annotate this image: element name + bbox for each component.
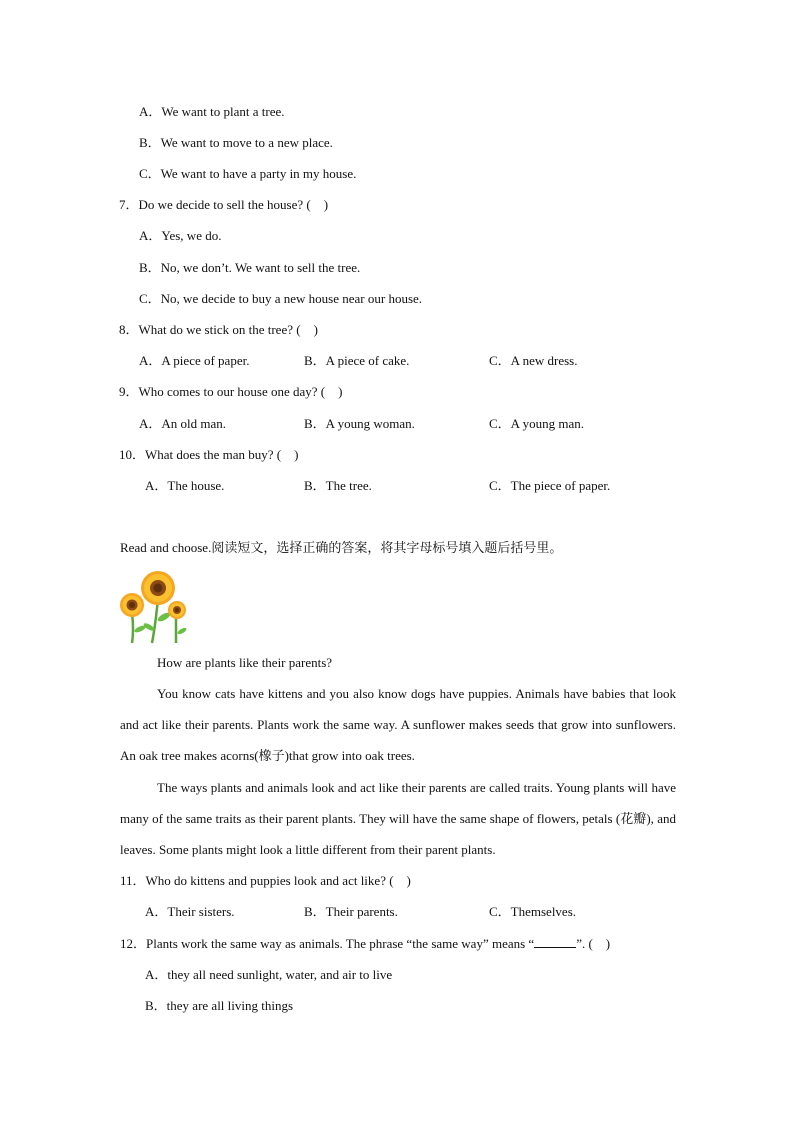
q6-option-a: A．We want to plant a tree. (139, 104, 285, 119)
q12-option-a: A．they all need sunlight, water, and air to live (145, 967, 393, 982)
q10-option-c: C．The piece of paper. (489, 478, 611, 493)
q6-option-b: B．We want to move to a new place. (139, 135, 333, 150)
q9-stem: 9．Who comes to our house one day? ( ) (119, 384, 343, 399)
q8-option-a: A．A piece of paper. (139, 353, 250, 368)
q8-option-c: C．A new dress. (489, 353, 578, 368)
q11-stem: 11．Who do kittens and puppies look and act like? ( ) (120, 873, 411, 888)
q6-option-c: C．We want to have a party in my house. (139, 166, 357, 181)
passage-paragraph-2 (120, 772, 676, 866)
q10-option-a: A．The house. (145, 478, 225, 493)
passage-title: How are plants like their parents? (157, 655, 333, 670)
sunflower-illustration (116, 567, 192, 645)
q9-option-a: A．An old man. (139, 416, 227, 431)
q12-stem-start: 12．Plants work the same way as animals. The phrase “the same way” means “ (120, 936, 535, 951)
q10-stem: 10．What does the man buy? ( ) (119, 447, 299, 462)
answer-blank (534, 937, 576, 948)
passage-paragraph-1 (120, 678, 676, 772)
q11-option-a: A．Their sisters. (145, 904, 235, 919)
q7-option-c: C．No, we decide to buy a new house near our house. (139, 291, 423, 306)
q12-stem-end: ”. ( ) (576, 936, 611, 951)
q11-option-b: B．Their parents. (304, 904, 398, 919)
q8-stem: 8．What do we stick on the tree? ( ) (119, 322, 318, 337)
q12-stem (120, 936, 610, 952)
q10-option-b: B．The tree. (304, 478, 372, 493)
q7-option-a: A．Yes, we do. (139, 228, 222, 243)
q7-option-b: B．No, we don’t. We want to sell the tree. (139, 260, 361, 275)
q7-stem: 7．Do we decide to sell the house? ( ) (119, 197, 329, 212)
q9-option-c: C．A young man. (489, 416, 584, 431)
q9-option-b: B．A young woman. (304, 416, 415, 431)
passage-paragraph-1-text: You know cats have kittens and you also know dogs have puppies. Animals have babies that look and act like their parents. Plants work the same way. A sunflower makes seeds that grow into sunflowers. An oak tree makes acorns(橡子)that grow into oak trees. (120, 686, 676, 764)
q8-option-b: B．A piece of cake. (304, 353, 410, 368)
q12-option-b: B．they are all living things (145, 998, 294, 1013)
passage-paragraph-2-text: The ways plants and animals look and act like their parents are called traits. Young plants will have many of the same traits as their parent plants. They will have the same shape of flowers, petals (花瓣), and leaves. Some plants might look a little different from their parent plants. (120, 780, 676, 858)
section-instruction: Read and choose.阅读短文，选择正确的答案，将其字母标号填入题后括号里。 (120, 540, 563, 555)
q11-option-c: C．Themselves. (489, 904, 577, 919)
